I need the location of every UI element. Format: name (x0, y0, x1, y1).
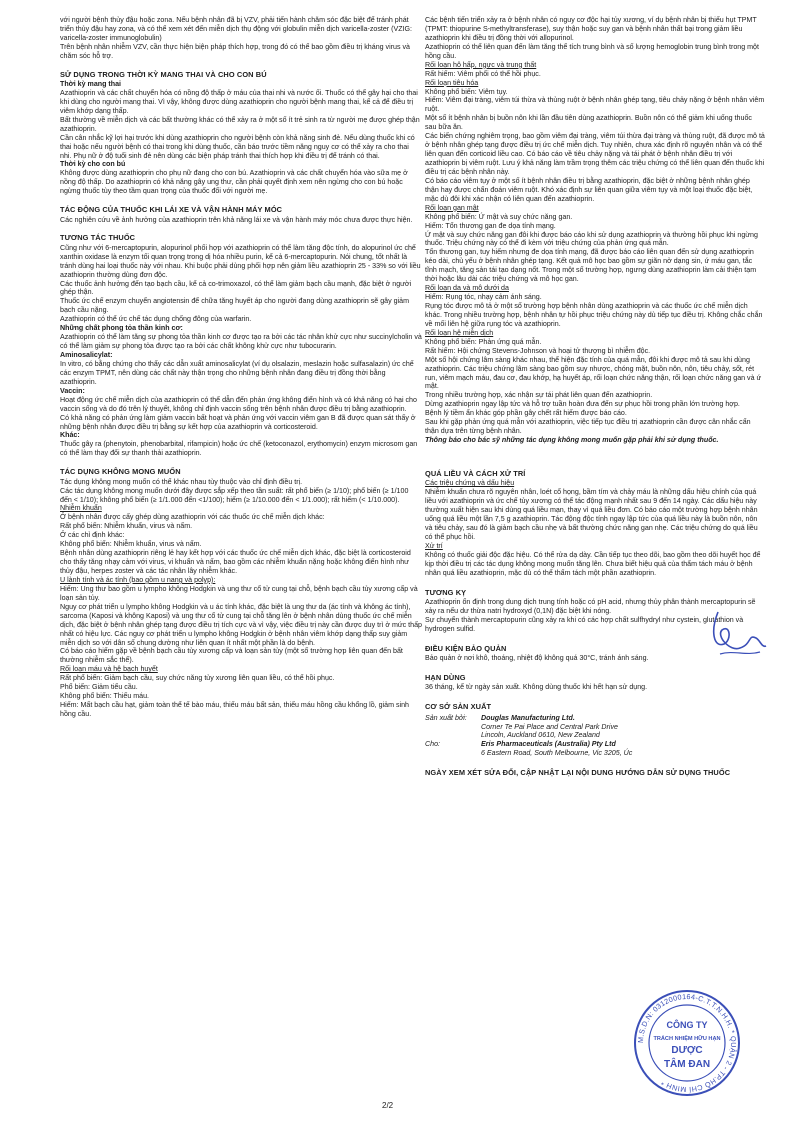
category-heading: Rối loạn máu và hệ bạch huyết (60, 665, 158, 674)
paragraph: Hoạt động ức chế miễn dịch của azathioprin có thể dẫn đến phản ứng không điển hình và có khả năng có hại cho vaccin sống và do đó trên lý thuyết, không chỉ định vaccin sống trên bệnh nhân được điều trị bằng azathioprin. (60, 395, 417, 413)
paragraph: Bất thường về miễn dịch và các bất thường khác có thể xảy ra ở một số ít trẻ sinh ra từ người mẹ được ghép thận azathioprin. (60, 115, 420, 133)
section-heading: TÁC DỤNG KHÔNG MONG MUỐN (60, 467, 181, 477)
left-column (60, 16, 422, 719)
section-heading: TƯƠNG TÁC THUỐC (60, 233, 136, 243)
paragraph: Sự chuyển thành mercaptopurin cũng xảy ra khi có các hợp chất sulfhydryl như cystein, glutathion và hydrogen sulfid. (425, 615, 744, 633)
page-number: 2/2 (382, 1101, 394, 1110)
manufacturer-block (425, 714, 765, 759)
manufacturer-label: Sản xuất bởi: (425, 713, 467, 722)
paragraph: Thuốc gây ra (phenytoin, phenobarbital, rifampicin) hoặc ức chế (ketoconazol, erythomycin) enzym microsom gan có thể làm thay đổi sự thanh thải azathioprin. (60, 440, 418, 458)
paragraph: Rất hiếm: Hội chứng Stevens-Johnson và hoại tử thượng bì nhiễm độc. (425, 346, 651, 355)
paragraph: Nhiễm khuẩn chưa rõ nguyên nhân, loét cổ họng, bầm tím và chảy máu là những dấu hiệu chính của quá liều với azathioprin và ức chế tủy xương có thể tác động mạnh nhất sau 9 đến 14 ngày. Các dấu hiệu này thường xuất hiện sau khi dùng quá liều mạn, thay vì quá liều đơn. Có báo cáo một trường hợp bệnh nhân uống quá liều một lần 7,5 g azathioprin. Tác động độc tính ngay lập tức của quá liều này là buồn nôn, nôn và tiêu chảy, sau đó là giảm bạch cầu nhẹ và bất thường chức năng gan nhẹ. Các triệu chứng do quá liều có thể phục hồi. (425, 488, 758, 541)
paragraph: Hiếm: Rụng tóc, nhạy cảm ánh sáng. (425, 293, 542, 302)
paragraph: Không phổ biến: Phản ứng quá mẫn. (425, 337, 542, 346)
signature-mark (700, 604, 770, 674)
category-heading: Rối loạn tiêu hóa (425, 78, 479, 87)
paragraph: Ở các chỉ định khác: (60, 531, 125, 540)
paragraph: Rất phổ biến: Nhiễm khuẩn, virus và nấm. (60, 522, 193, 531)
paragraph: Azathioprin có thể ức chế tác dụng chống đông của warfarin. (60, 315, 252, 324)
paragraph: Phổ biến: Giảm tiểu cầu. (60, 683, 138, 692)
paragraph: Trong nhiều trường hợp, xác nhận sự tái phát liên quan đến azathioprin. (425, 391, 653, 400)
warning-note: Thông báo cho bác sỹ những tác dụng không mong muốn gặp phải khi sử dụng thuốc. (425, 436, 719, 445)
category-heading: Rối loạn hô hấp, ngực và trung thất (425, 60, 537, 69)
paragraph: Có báo cáo viêm tụy ở một số ít bệnh nhân điều trị bằng azathioprin, đặc biệt ở những bệnh nhân ghép thận hay được chẩn đoán viêm ruột. Khó xác định sự liên quan giữa viêm tụy và một loại thuốc đặc biệt, mặc dù đôi khi xác nhận có liên quan đến azathioprin. (425, 176, 753, 203)
paragraph: 36 tháng, kể từ ngày sản xuất. Không dùng thuốc khi hết hạn sử dụng. (425, 683, 648, 692)
paragraph: Azathioprin và các chất chuyển hóa có nồng độ thấp ở máu của thai nhi và nước ối. Thuốc có thể gây hại cho thai khi dùng cho người mang thai. Vì vậy, không được dùng azathioprin cho người bệnh mang thai, kể cả để điều trị viêm khớp dạng thấp. (60, 88, 418, 115)
subsection-heading: Thời kỳ cho con bú (60, 160, 126, 169)
svg-text:M.S.D.N: 0312000164-C.T.T.N.H. (636, 992, 738, 1094)
subsection-heading: Vaccin: (60, 386, 85, 395)
subsection-heading: Thời kỳ mang thai (60, 80, 122, 89)
paragraph: Không phổ biến: Thiếu máu. (60, 692, 150, 701)
category-heading: Rối loạn da và mô dưới da (425, 284, 509, 293)
category-heading: Rối loạn gan mật (425, 203, 479, 212)
paragraph: Bảo quản ở nơi khô, thoáng, nhiệt độ không quá 30°C, tránh ánh sáng. (425, 654, 649, 663)
section-heading: TÁC ĐỘNG CỦA THUỐC KHI LÁI XE VÀ VẬN HÀNH MÁY MÓC (60, 205, 283, 215)
distributor-label: Cho: (425, 740, 440, 749)
category-heading: U lành tính và ác tính (bao gồm u nang và polyp): (60, 575, 216, 584)
paragraph: Có khả năng có phản ứng làm giảm vaccin bất hoạt và phản ứng với vaccin viêm gan B đã được quan sát thấy ở những bệnh nhân được điều trị bằng sự kết hợp của azathioprin và corticosteroid. (60, 413, 416, 431)
paragraph: với người bệnh thủy đậu hoặc zona. Nếu bệnh nhân đã bị VZV, phải tiến hành chăm sóc đặc biệt để tránh phát triển thủy đậu hay zona, và có thể xem xét đến miễn dịch thụ động với globulin miễn dịch varicella-zoster (VZIG: varicella-zoster immunoglobulin) (60, 16, 413, 42)
paragraph: Nguy cơ phát triển u lympho không Hodgkin và u ác tính khác, đặc biệt là ung thư da (ác tính và không ác tính), sarcoma (Kaposi và không Kaposi) và ung thư cổ tử cung tại chỗ tăng lên ở bệnh nhân dùng thuốc ức chế miễn dịch, đặc biệt ở bệnh nhân ghép tạng được điều trị tích cực và vì vậy, việc điều trị này cần được duy trì ở mức thấp nhất có hiệu lực. Các nguy cơ phát triển u lympho không Hodgkin ở bệnh nhân viêm khớp dạng thấp suy giảm miễn dịch so với dân số chung dường như liên quan ít nhất một phần là do bệnh. (60, 602, 422, 647)
distributor-address: 6 Eastern Road, South Melbourne, Vic 3205, Úc (481, 749, 633, 758)
category-heading: Rối loạn hệ miễn dịch (425, 328, 494, 337)
paragraph: Một số hội chứng lâm sàng khác nhau, thể hiện đặc tính của quá mẫn, đôi khi được mô tả sau khi dùng azathioprin. Các triệu chứng lâm sàng bao gồm suy nhược, chóng mặt, buồn nôn, nôn, tiêu chảy, sốt, rét run, viêm mạch máu, đau cơ, đau khớp, hạ huyết áp, rối loạn chức năng thận, rối loạn chức năng gan và ứ mật. (425, 355, 762, 391)
paragraph: Hiếm: Mất bạch cầu hạt, giảm toàn thể tế bào máu, thiếu máu bất sản, thiếu máu hồng cầu khổng lồ, giảm sinh hồng cầu. (60, 701, 409, 718)
paragraph: Trên bệnh nhân nhiễm VZV, cần thực hiện biện pháp thích hợp, trong đó có thể bao gồm điều trị kháng virus và chăm sóc hỗ trợ. (60, 42, 410, 60)
paragraph: Không phổ biến: Nhiễm khuẩn, virus và nấm. (60, 540, 202, 549)
paragraph: Rất phổ biến: Giảm bạch cầu, suy chức năng tủy xương liên quan liều, có thể hồi phục. (60, 674, 335, 683)
paragraph: Azathioprin có thể liên quan đến làm tăng thể tích trung bình và số lượng hemoglobin trung bình trong một hồng cầu. (425, 42, 759, 60)
paragraph: Cũng như với 6-mercaptopurin, alopurinol phối hợp với azathioprin có thể làm tăng độc tính, do alopurinol ức chế xanthin oxidase là enzym tối quan trọng trong dị hóa nhiều purin, kể cả 6-mercaptopurin. Nói chung, tốt nhất là tránh dùng hai loại thuốc này với nhau. Khi buộc phải dùng phối hợp nên giảm liều azathioprin 25 - 33% so với liều azathioprin thường dùng đơn độc. (60, 243, 421, 279)
paragraph: Các nghiên cứu về ảnh hưởng của azathioprin trên khả năng lái xe và vận hành máy móc chưa được thực hiện. (60, 215, 413, 224)
section-heading: CƠ SỞ SẢN XUẤT (425, 702, 492, 712)
paragraph: Rất hiếm: Viêm phổi có thể hồi phục. (425, 69, 541, 78)
stamp-ring-text: M.S.D.N: 0312000164-C.T.T.N.H.H. * QUẬN 2 - TP.HỒ CHÍ MINH * (635, 991, 739, 1095)
paragraph: Các bệnh tiến triển xảy ra ở bệnh nhân có nguy cơ độc hại tủy xương, ví dụ bệnh nhân bị thiếu hụt TPMT (TPMT: thiopurine S-methyltransferase), suy thận hoặc suy gan và bệnh nhân thất bại trong giảm liều azathioprin khi điều trị đồng thời với allopurinol. (425, 16, 757, 42)
paragraph: Không được dùng azathioprin cho phụ nữ đang cho con bú. Azathioprin và các chất chuyển hóa vào sữa mẹ ở nồng độ thấp. Do azathioprin có khả năng gây ung thư, cần phải quyết định xem nên ngừng cho con bú hoặc ngừng thuốc tùy theo tầm quan trọng của thuốc đối với người mẹ. (60, 169, 408, 196)
paragraph: Azathioprin ổn định trong dung dịch trung tính hoặc có pH acid, nhưng thủy phân thành mercaptopurin sẽ xảy ra nếu dư thừa natri hydroxyd (0,1N) đặc biệt khi nóng. (425, 597, 756, 615)
subsection-heading: Khác: (60, 431, 80, 440)
paragraph: Ở bệnh nhân được cấy ghép dùng azathioprin với các thuốc ức chế miễn dịch khác: (60, 513, 325, 522)
subsection-heading: Aminosalicylat: (60, 351, 113, 360)
paragraph: Azathioprin có thể làm tăng sự phong tỏa thần kinh cơ được tạo ra bởi các tác nhân khử cực như succinylcholin và có thể làm giảm sự phong tỏa được tạo ra bởi các chất không khử cực như tubocurarin. (60, 333, 422, 351)
paragraph: Cần cân nhắc kỹ lợi hại trước khi dùng azathioprin cho người bệnh còn khả năng sinh đẻ. Nếu dùng thuốc khi có thai hoặc nếu người bệnh có thai trong khi dùng thuốc, cần báo trước tiềm năng nguy cơ có thể xảy ra cho thai nhi. Phụ nữ ở độ tuổi sinh đẻ nên dùng các biện pháp tránh thai thích hợp khi điều trị để tránh có thai. (60, 133, 415, 160)
paragraph: In vitro, có bằng chứng cho thấy các dẫn xuất aminosalicylat (ví dụ olsalazin, meslazin hoặc sulfasalazin) ức chế các enzym TPMT, nên dùng các chất này thận trọng cho những bệnh nhân đang điều trị đồng thời bằng azathioprin. (60, 359, 414, 386)
manufacturer-address-1: Corner Te Pai Place and Central Park Drive (481, 722, 618, 731)
paragraph: Các biến chứng nghiêm trọng, bao gồm viêm đại tràng, viêm túi thừa đại tràng và thủng ruột, đã được mô tả ở bệnh nhân ghép tạng được điều trị ức chế miễn dịch. Tuy nhiên, chưa xác định rõ nguyên nhân và có thể liên quan đến corticoid liều cao. Có báo cáo về tiêu chảy nặng và tái phát ở bệnh nhân điều trị với azathioprin bị viêm ruột. Lưu ý khả năng làm trầm trọng thêm các triệu chứng có thể liên quan đến thuốc khi điều trị các bệnh nhân này. (425, 132, 765, 176)
stamp-line-2: TRÁCH NHIỆM HỮU HẠN (653, 1036, 721, 1042)
distributor-line (425, 740, 765, 749)
category-heading: Nhiễm khuẩn (60, 504, 102, 513)
manufacturer-name: Douglas Manufacturing Ltd. (481, 713, 575, 722)
stamp-line-4: TÂM ĐAN (663, 1059, 711, 1070)
paragraph: Không có thuốc giải độc đặc hiệu. Có thể rửa dạ dày. Cần tiếp tục theo dõi, bao gồm theo dõi huyết học để kịp thời điều trị các tác dụng không mong muốn tăng lên. Chưa biết hiệu quả của thẩm tách máu ở bệnh nhân quá liều azathioprin, mặc dù có thể thẩm tách một phần azathioprin. (425, 550, 761, 577)
manufacturer-line (425, 714, 765, 723)
paragraph: Có báo cáo hiếm gặp về bệnh bạch cầu tủy xương cấp và loạn sản tủy (một số trường hợp liên quan đến bất thường nhiễm sắc thể). (60, 647, 403, 665)
paragraph: Hiếm: Ung thư bao gồm u lympho không Hodgkin và ung thư cổ tử cung tại chỗ, bệnh bạch cầu tủy xương cấp và loạn sản tủy. (60, 584, 418, 602)
paragraph: Các tác dụng không mong muốn dưới đây được sắp xếp theo tần suất: rất phổ biến (≥ 1/10); phổ biến (≥ 1/100 đến < 1/10); không phổ biến (≥ 1/1.000 đến <1/100); hiếm (≥ 1/10.000 đến < 1/1.000); rất hiếm (< 1/10.000). (60, 486, 409, 504)
category-heading: Các triệu chứng và dấu hiệu (425, 479, 515, 488)
paragraph: Không phổ biến: Ứ mật và suy chức năng gan. (425, 212, 573, 221)
section-heading: SỬ DỤNG TRONG THỜI KỲ MANG THAI VÀ CHO CON BÚ (60, 69, 267, 79)
paragraph: Bệnh lý tiềm ẩn khác góp phần gây chết rất hiếm được báo cáo. (425, 409, 627, 418)
category-heading: Xử trí (425, 541, 443, 550)
manufacturer-address-2: Lincoln, Auckland 0610, New Zealand (481, 731, 600, 740)
paragraph: Hiếm: Viêm đại tràng, viêm túi thừa và thủng ruột ở bệnh nhân ghép tạng, tiêu chảy nặng ở bệnh nhân viêm ruột. (425, 96, 765, 114)
distributor-name: Eris Pharmaceuticals (Australia) Pty Ltd (481, 740, 616, 749)
paragraph: Một số ít bệnh nhân bị buồn nôn khi lần đầu tiên dùng azathioprin. Buồn nôn có thể giảm khi uống thuốc sau bữa ăn. (425, 114, 752, 132)
paragraph: Tổn thương gan, tuy hiếm nhưng đe dọa tính mạng, đã được báo cáo liên quan đến sử dụng azathioprin kéo dài, chủ yếu ở bệnh nhân ghép tạng. Kết quả mô học bao gồm sự giãn nở dạng sin, ứ máu gan, tắc tĩnh mạch, tăng sản tái tạo dạng nốt. Trong một số trường hợp, ngưng dùng azathioprin làm cải thiện tạm thời hoặc lâu dài các triệu chứng và mô học gan. (425, 248, 757, 284)
paragraph: Dừng azathioprin ngay lập tức và hỗ trợ tuần hoàn đưa đến sự phục hồi trong phần lớn trường hợp. (425, 400, 740, 409)
paragraph: Thuốc ức chế enzym chuyển angiotensin để chữa tăng huyết áp cho người đang dùng azathioprin sẽ gây giảm bạch cầu nặng. (60, 297, 409, 315)
paragraph: Sau khi gặp phản ứng quá mẫn với azathioprin, việc tiếp tục điều trị azathioprin cần được cân nhắc cẩn thận dựa trên từng bệnh nhân. (425, 418, 751, 436)
paragraph: Rụng tóc được mô tả ở một số trường hợp bệnh nhân dùng azathioprin và các thuốc ức chế miễn dịch khác. Trong nhiều trường hợp, bệnh nhân tự hồi phục triệu chứng này dù tiếp tục điều trị. Không chắc chắn về mối liên hệ giữa rụng tóc và azathioprin. (425, 302, 763, 328)
paragraph: Không phổ biến: Viêm tụy. (425, 87, 508, 96)
paragraph: Bệnh nhân dùng azathioprin riêng lẻ hay kết hợp với các thuốc ức chế miễn dịch khác, đặc biệt là corticosteroid cho thấy tăng nhạy cảm với virus, vi khuẩn và nấm, bao gồm các nhiễm khuẩn nặng hoặc không điển hình như thủy đậu, herpes zoster và các tác nhân lây nhiễm khác. (60, 549, 411, 575)
paragraph: Tác dụng không mong muốn có thể khác nhau tùy thuộc vào chỉ định điều trị. (60, 477, 303, 486)
stamp-line-3: DƯỢC (671, 1045, 703, 1056)
revision-heading: NGÀY XEM XÉT SỬA ĐỔI, CẬP NHẬT LẠI NỘI DUNG HƯỚNG DẪN SỬ DỤNG THUỐC (425, 768, 731, 778)
section-heading: HẠN DÙNG (425, 672, 466, 682)
paragraph: Ứ mật và suy chức năng gan đôi khi được báo cáo khi sử dụng azathioprin và thường hồi phục khi ngừng thuốc. Triệu chứng này có thể đi kèm với triệu chứng của phản ứng quá mẫn. (425, 230, 758, 248)
section-heading: TƯƠNG KỴ (425, 587, 467, 597)
paragraph: Hiếm: Tổn thương gan đe dọa tính mạng. (425, 221, 556, 230)
subsection-heading: Những chất phong tỏa thần kinh cơ: (60, 324, 183, 333)
section-heading: ĐIỀU KIỆN BẢO QUẢN (425, 643, 507, 653)
stamp-line-1: CÔNG TY (666, 1020, 708, 1030)
paragraph: Các thuốc ảnh hưởng đến tạo bạch cầu, kể cả co-trimoxazol, có thể làm giảm bạch cầu mạnh, đặc biệt ở người ghép thận. (60, 279, 412, 297)
company-stamp (632, 988, 742, 1098)
section-heading: QUÁ LIỀU VÀ CÁCH XỬ TRÍ (425, 469, 526, 478)
